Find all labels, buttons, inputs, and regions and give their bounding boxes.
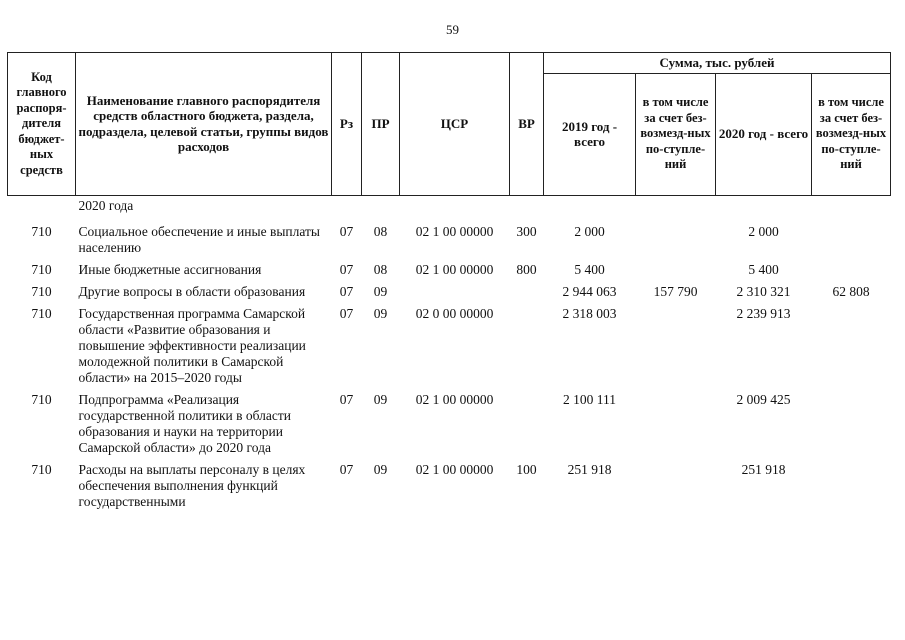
cell-2020-free xyxy=(812,386,891,456)
header-kod: Код главного распоря-дителя бюджет-ных средств xyxy=(8,53,76,196)
cell-2020-total: 2 000 xyxy=(748,223,779,239)
cell-pr: 09 xyxy=(373,391,388,407)
table-row xyxy=(8,386,891,456)
cell-2019-total: 2 944 063 xyxy=(562,283,617,299)
cell-vr: 800 xyxy=(516,261,537,277)
header-rz: Рз xyxy=(332,53,362,196)
page-number: 59 xyxy=(446,22,459,37)
cell-2019-total: 2 318 003 xyxy=(562,305,617,321)
cell-csr: 02 0 00 00000 xyxy=(415,305,494,321)
header-vr: ВР xyxy=(510,53,544,196)
cell-vr: 100 xyxy=(516,461,537,477)
cell-vr xyxy=(510,278,544,300)
header-summa: Сумма, тыс. рублей xyxy=(544,53,891,74)
cell-2020-free xyxy=(812,456,891,510)
cell-pr: 09 xyxy=(373,283,388,299)
cell-2019-free xyxy=(636,456,716,510)
cell-2019-total: 5 400 xyxy=(574,261,605,277)
cell-kod: 710 xyxy=(31,261,52,277)
cell-2020-free xyxy=(812,214,891,256)
table-row xyxy=(8,300,891,386)
cell-csr: 02 1 00 00000 xyxy=(415,261,494,277)
header-2020-free: в том числе за счет без-возмезд-ных по-ступле-ний xyxy=(812,73,891,195)
cell-pr: 08 xyxy=(373,261,388,277)
cell-name: Расходы на выплаты персоналу в целях обеспечения выполнения функций государственными xyxy=(78,461,306,509)
budget-table xyxy=(7,52,891,510)
continuation-text: 2020 года xyxy=(78,197,134,213)
cell-vr xyxy=(510,386,544,456)
cell-2020-total: 2 310 321 xyxy=(736,283,791,299)
table-body xyxy=(8,195,891,510)
cell-2019-total: 2 000 xyxy=(574,223,605,239)
table-row xyxy=(8,256,891,278)
header-2019-total: 2019 год - всего xyxy=(544,73,636,195)
continuation-row xyxy=(8,195,891,214)
cell-2019-free xyxy=(636,300,716,386)
cell-name: Иные бюджетные ассигнования xyxy=(78,261,262,277)
cell-csr: 02 1 00 00000 xyxy=(415,461,494,477)
cell-2020-total: 251 918 xyxy=(741,461,786,477)
table-row xyxy=(8,214,891,256)
cell-2020-free xyxy=(812,256,891,278)
cell-2020-total: 2 239 913 xyxy=(736,305,791,321)
cell-vr xyxy=(510,300,544,386)
cell-kod: 710 xyxy=(31,461,52,477)
cell-kod: 710 xyxy=(31,223,52,239)
cell-rz: 07 xyxy=(339,223,354,239)
cell-2019-total: 251 918 xyxy=(567,461,612,477)
cell-name: Социальное обеспечение и иные выплаты населению xyxy=(78,223,320,255)
cell-2019-free xyxy=(636,256,716,278)
cell-2019-free: 157 790 xyxy=(653,283,698,299)
cell-name: Подпрограмма «Реализация государственной политики в области образования и науки на территории Самарской области» до 2020 года xyxy=(78,391,292,455)
cell-rz: 07 xyxy=(339,391,354,407)
cell-2020-free xyxy=(812,300,891,386)
cell-2019-free xyxy=(636,386,716,456)
table-header xyxy=(8,53,891,196)
cell-csr: 02 1 00 00000 xyxy=(415,223,494,239)
cell-rz: 07 xyxy=(339,283,354,299)
cell-pr: 09 xyxy=(373,461,388,477)
table-row xyxy=(8,456,891,510)
cell-rz: 07 xyxy=(339,461,354,477)
cell-pr: 09 xyxy=(373,305,388,321)
cell-name: Государственная программа Самарской области «Развитие образования и повышение эффективности реализации молодежной политики в Самарской области» на 2015–2020 годы xyxy=(78,305,306,385)
cell-2020-free: 62 808 xyxy=(832,283,870,299)
header-name: Наименование главного распорядителя средств областного бюджета, раздела, подраздела, целевой статьи, группы видов расходов xyxy=(76,53,332,196)
cell-kod: 710 xyxy=(31,305,52,321)
cell-pr: 08 xyxy=(373,223,388,239)
header-2019-free: в том числе за счет без-возмезд-ных по-ступле-ний xyxy=(636,73,716,195)
cell-kod: 710 xyxy=(31,283,52,299)
cell-2019-free xyxy=(636,214,716,256)
table-row xyxy=(8,278,891,300)
cell-kod: 710 xyxy=(31,391,52,407)
cell-csr xyxy=(400,278,510,300)
cell-name: Другие вопросы в области образования xyxy=(78,283,306,299)
cell-vr: 300 xyxy=(516,223,537,239)
cell-rz: 07 xyxy=(339,261,354,277)
header-2020-total: 2020 год - всего xyxy=(716,73,812,195)
cell-rz: 07 xyxy=(339,305,354,321)
cell-2020-total: 2 009 425 xyxy=(736,391,791,407)
header-pr: ПР xyxy=(362,53,400,196)
cell-2020-total: 5 400 xyxy=(748,261,779,277)
cell-csr: 02 1 00 00000 xyxy=(415,391,494,407)
header-csr: ЦСР xyxy=(400,53,510,196)
cell-2019-total: 2 100 111 xyxy=(563,391,616,407)
